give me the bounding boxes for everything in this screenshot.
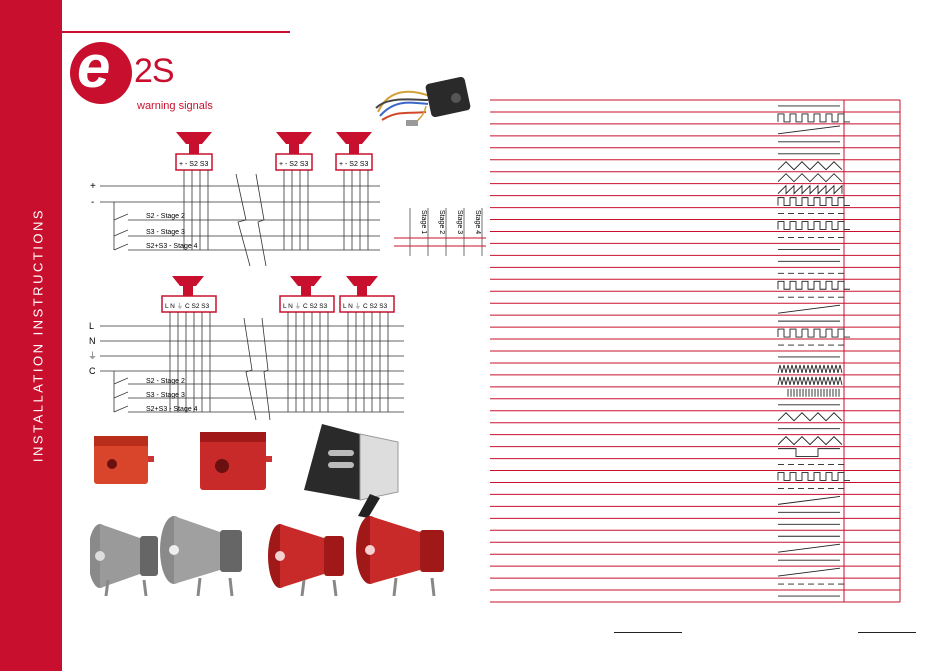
tone-waveform: [778, 114, 850, 122]
ac-switch-1: S2 - Stage 2: [146, 378, 185, 385]
tone-waveform: [778, 496, 840, 504]
footer-rule-right: [858, 632, 916, 633]
tone-waveform: [778, 449, 840, 457]
dc-switch-1: S2 - Stage 2: [146, 213, 185, 220]
tone-waveform: [788, 389, 839, 397]
tone-waveform: [778, 568, 840, 576]
sidebar: [0, 0, 62, 671]
tone-waveform: [778, 473, 850, 481]
stage-table: [392, 206, 488, 258]
module-photo: [368, 70, 476, 132]
ac-siren-3: [340, 276, 394, 312]
tone-waveform: [778, 544, 840, 552]
dc-terminal-label: + - S2 S3: [179, 161, 209, 168]
dc-siren-3: [336, 132, 372, 170]
siren-horn-3: [268, 524, 344, 596]
tone-waveform: [778, 329, 850, 337]
stage-label: Stage 2: [438, 210, 445, 235]
ac-terminal-label: L N ⏚ C S2 S3: [165, 303, 210, 310]
tone-waveform: [778, 413, 842, 421]
ac-siren-2: [280, 276, 334, 312]
stage-label: Stage 1: [420, 210, 427, 235]
tone-table: [488, 98, 904, 604]
ac-line-l: L: [89, 321, 95, 331]
tone-waveform: [778, 126, 840, 134]
logo-letter: e: [77, 33, 111, 100]
ac-terminal-label: L N ⏚ C S2 S3: [343, 303, 388, 310]
dc-siren-1: [176, 132, 212, 170]
dc-switch-3: S2+S3 - Stage 4: [146, 243, 198, 250]
tone-waveform: [778, 305, 840, 313]
siren-horn-4: [356, 516, 444, 596]
tone-table-rows: [490, 100, 900, 602]
ac-wiring-diagram: [84, 274, 410, 422]
tone-waveform: [778, 437, 842, 445]
ac-line-c: C: [89, 366, 96, 376]
ac-switch-3: S2+S3 - Stage 4: [146, 406, 198, 413]
logo-tagline: warning signals: [137, 100, 213, 112]
horn-loudspeaker: [304, 424, 398, 518]
tone-waveform: [778, 186, 842, 194]
tone-waveform: [778, 162, 842, 170]
siren-horn-1: [90, 524, 158, 596]
ac-terminal-label: L N ⏚ C S2 S3: [283, 303, 328, 310]
ac-siren-1: [162, 276, 216, 312]
tone-waveform: [778, 222, 850, 230]
ac-line-earth: ⏚: [88, 351, 98, 361]
ac-line-n: N: [89, 336, 96, 346]
siren-horn-2: [160, 516, 242, 596]
dc-terminal-label: + - S2 S3: [339, 161, 369, 168]
logo-name: 2S: [134, 52, 174, 90]
dc-terminal-label: + - S2 S3: [279, 161, 309, 168]
stage-label: Stage 4: [474, 210, 481, 235]
dc-wiring-diagram: [88, 130, 388, 270]
footer-rule-left: [614, 632, 682, 633]
dc-line-plus: +: [90, 181, 96, 192]
sounder-beacon-small: [94, 436, 154, 484]
tone-waveform: [778, 281, 850, 289]
dc-siren-2: [276, 132, 312, 170]
tone-waveform: [778, 365, 842, 373]
sounder-beacon-large: [200, 432, 272, 490]
ac-switch-2: S3 - Stage 3: [146, 392, 185, 399]
tone-waveform: [778, 377, 842, 385]
dc-line-minus: -: [91, 197, 95, 208]
tone-waveform: [778, 198, 850, 206]
tone-waveform: [778, 174, 842, 182]
stage-label: Stage 3: [456, 210, 463, 235]
product-photos: [90, 420, 460, 605]
dc-switch-2: S3 - Stage 3: [146, 229, 185, 236]
sidebar-title: INSTALLATION INSTRUCTIONS: [30, 207, 46, 463]
